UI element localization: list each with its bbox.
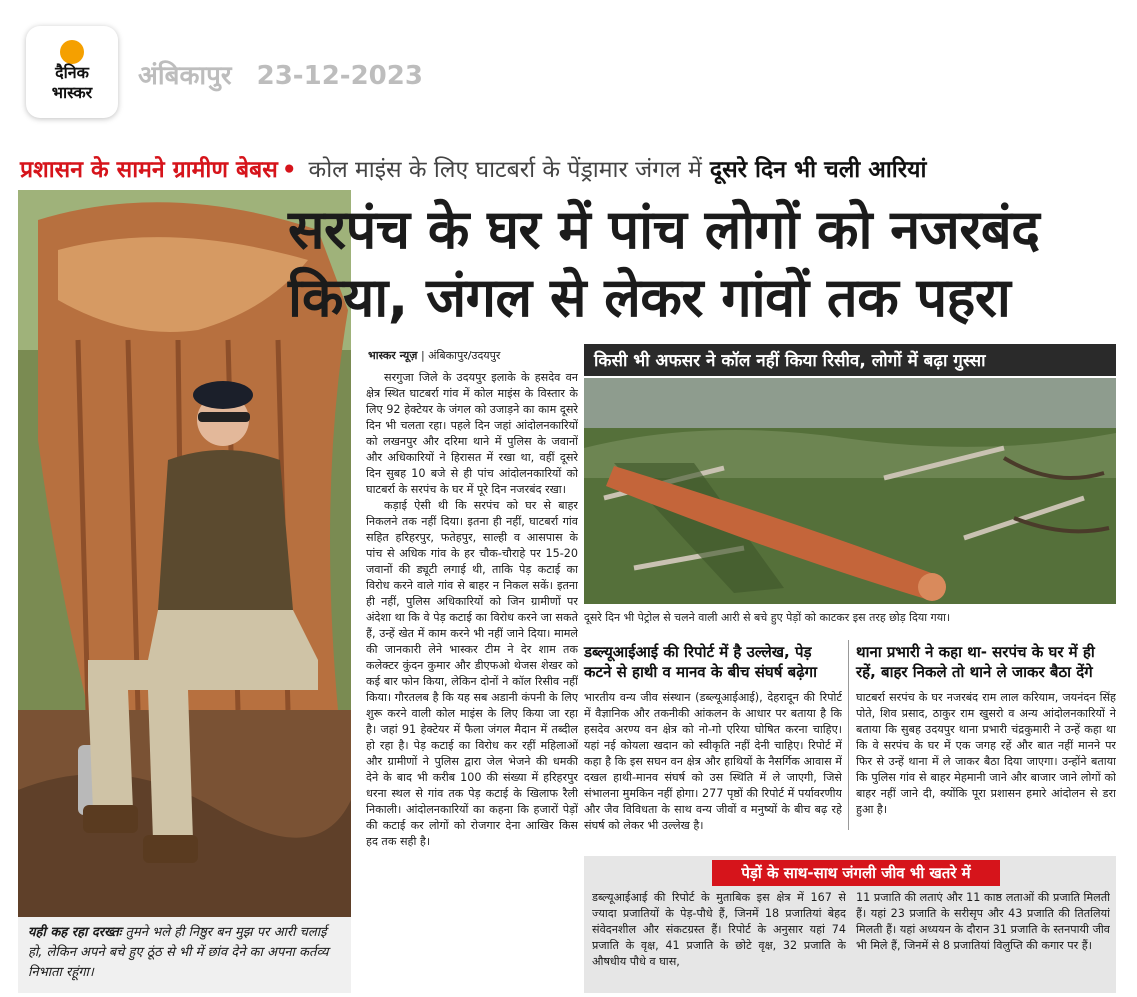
dainik-bhaskar-logo[interactable] <box>26 26 118 118</box>
edition-info <box>138 56 439 92</box>
photo-caption <box>18 917 351 993</box>
kicker-black: दूसरे दिन भी चली आरियां <box>709 157 927 183</box>
logs-photo-caption: दूसरे दिन भी पेट्रोल से चलने वाली आरी से बचे हुए पेड़ों को काटकर इस तरह छोड़ दिया गया। <box>584 611 951 624</box>
kicker-gray: कोल माइंस के लिए घाटबर्रा के पेंड्रामार जंगल में <box>308 157 702 183</box>
byline-source: भास्कर न्यूज़ <box>368 349 418 362</box>
byline-place: | अंबिकापुर/उदयपुर <box>420 349 501 362</box>
cut-logs-illustration <box>584 378 1116 604</box>
photo-caption-text: तुमने भले ही निष्ठुर बन मुझ पर आरी चलाई हो, लेकिन अपने बचे हुए ठूंठ से भी में छांव देने का अपना कर्तव्य निभाता रहूंगा। <box>28 925 329 980</box>
wildlife-box-left-col: डब्ल्यूआईआई की रिपोर्ट के मुताबिक इस क्षेत्र में 167 से ज्यादा प्रजातियों के पेड़-पौधे हैं, जिनमें 18 प्रजातियां बेहद संवेदनशील और संकटग्रस्त हैं। रिपोर्ट के अनुसार यहां 74 प्रजाति के वृक्ष, 41 प्रजाति के छोटे वृक्ष, 32 प्रजाति के औषधीय पौधे व घास, <box>592 891 846 968</box>
article-paragraph: कड़ाई ऐसी थी कि सरपंच को घर से बाहर निकलने तक नहीं दिया। इतना ही नहीं, घाटबर्रा गांव सहित हरिहरपुर, फतेहपुर, साल्ही व आसपास के पांच से अधिक गांव के हर चौक-चौराहे पर 15-20 जवानों की ड्यूटी लगाई थी, ताकि पेड़ कटाई का विरोध करने वाले गांव से बाहर न निकल सकें। इतना ही नहीं, पुलिस अधिकारियों को जिन ग्रामीणों पर अंदेशा था कि वे पेड़ कटाई का विरोध करने जा सकते हैं, उन्हें खेत में काम करने भी नहीं जाने दिया। मामले की जानकारी लेने भास्कर टीम ने देर शाम तक कलेक्टर कुंदन कुमार और डीएफओ थेजस शेखर को कई बार फोन किया, लेकिन दोनों ने कॉल रिसीव नहीं किया। गौरतलब है कि यह सब अडानी कंपनी के लिए शुरू करने वाली कोल माइंस के लिए किया जा रहा है। जहां 91 हेक्टेयर में फैला जंगल मैदान में तब्दील हो रहा है। पेड़ कटाई का विरोध कर रहीं महिलाओं और ग्रामीणों ने पुलिस द्वारा जेल भेजने की धमकी देने के बाद भी करीब 100 की संख्या में हरिहरपुर धरना स्थल से गांव तक पेड़ कटाई के खिलाफ रैली निकाली। आंदोलनकारियों का कहना कि हजारों पेड़ों की कटाई कर लोगों को रोजगार देना आखिर किस हद तक सही है। <box>366 499 578 848</box>
wii-section-body: भारतीय वन्य जीव संस्थान (डब्ल्यूआईआई), देहरादून की रिपोर्ट में वैज्ञानिक और तकनीकी आंकलन के आधार पर बताया है कि हसदेव अरण्य वन क्षेत्र को नो-गो एरिया घोषित करना चाहिए। यहां नई कोयला खदान को स्वीकृति नहीं देनी चाहिए। रिपोर्ट में कहा है कि इस सघन वन क्षेत्र और हाथियों के नैसर्गिक आवास में दखल हाथी-मानव संघर्ष को उस स्थिति में ले जाएगी, जिसे संभालना मुमकिन नहीं होगा। 277 पृष्ठों की रिपोर्ट में पर्यावरणीय और जैव विविधता के साथ वन्य जीवों व मनुष्यों के बीच बढ़ रहे संघर्ष को लेकर भी उल्लेख है। <box>584 691 842 832</box>
main-article-body <box>366 370 578 975</box>
wildlife-box-right-col: 11 प्रजाति की लताएं और 11 काष्ठ लताओं की प्रजाति मिलती हैं। यहां 23 प्रजाति के सरीसृप और 43 प्रजाति की तितलियां मिलती हैं। यहां अध्ययन के दौरान 31 प्रजाति के स्तनपायी जीव भी मिले हैं, जिनमें से 8 प्रजातियां विलुप्ति की कगार पर हैं। <box>856 891 1110 952</box>
edition-date: 23-12-2023 <box>256 61 423 91</box>
wildlife-box-title: पेड़ों के साथ-साथ जंगली जीव भी खतरे में <box>712 860 1000 886</box>
photo-caption-bold: यही कह रहा दरख्तः <box>28 925 122 940</box>
thana-section-body: घाटबर्रा सरपंच के घर नजरबंद राम लाल करियाम, जयनंदन सिंह पोते, शिव प्रसाद, ठाकुर राम खुसरो व अन्य आंदोलनकारियों ने बताया कि सुबह उदयपुर थाना प्रभारी चंद्रकुमारी ने उन्हें कहा था कि वे सरपंच के घर में एक जगह रहें और बात नहीं मानने पर फिर से उन्हें थाना में ले जाकर बैठा दिया जाएगा। उन्होंने बताया कि पुलिस गांव से बाहर मेहमानी जाने और बाजार जाने लोगों को बाहर नहीं जाने दी, क्योंकि पूरा प्रशासन हमारे आंदोलन से डरा हुआ है। <box>856 691 1116 816</box>
edition-city: अंबिकापुर <box>138 61 232 91</box>
sun-icon <box>60 40 84 64</box>
wii-section-title: डब्ल्यूआईआई की रिपोर्ट में है उल्लेख, पेड़ कटने से हाथी व मानव के बीच संघर्ष बढ़ेगा <box>584 643 818 681</box>
kicker-line <box>20 152 1120 184</box>
byline <box>368 348 500 363</box>
subhead-bar: किसी भी अफसर ने कॉल नहीं किया रिसीव, लोगों में बढ़ा गुस्सा <box>584 344 1116 376</box>
logo-line-2: भास्कर <box>51 83 93 102</box>
kicker-bullet: • <box>281 157 297 183</box>
article-paragraph: सरगुजा जिले के उदयपुर इलाके के हसदेव वन क्षेत्र स्थित घाटबर्रा गांव में कोल माइंस के विस्तार के लिए 92 हेक्टेयर के जंगल को उजाड़ने का काम दूसरे दिन भी चलता रहा। पहले दिन जहां आंदोलनकारियों को लखनपुर और दरिमा थाने में पुलिस के जवानों और अधिकारियों ने हिरासत में रखा था, वहीं दूसरे दिन सुबह 10 बजे से ही पांच आंदोलनकारियों को घाटबर्रा के सरपंच के घर में पूरे दिन नजरबंद रखा। <box>366 371 578 496</box>
main-headline: सरपंच के घर में पांच लोगों को नजरबंद किया, जंगल से लेकर गांवों तक पहरा <box>288 198 1040 329</box>
logo-line-1: दैनिक <box>55 63 89 82</box>
top-bar <box>0 0 1137 140</box>
cut-logs-photo <box>584 378 1116 604</box>
thana-section-title: थाना प्रभारी ने कहा था- सरपंच के घर में ही रहें, बाहर निकले तो थाने ले जाकर बैठा देंगे <box>856 643 1095 681</box>
kicker-red: प्रशासन के सामने ग्रामीण बेबस <box>20 157 278 183</box>
column-divider <box>848 640 849 830</box>
